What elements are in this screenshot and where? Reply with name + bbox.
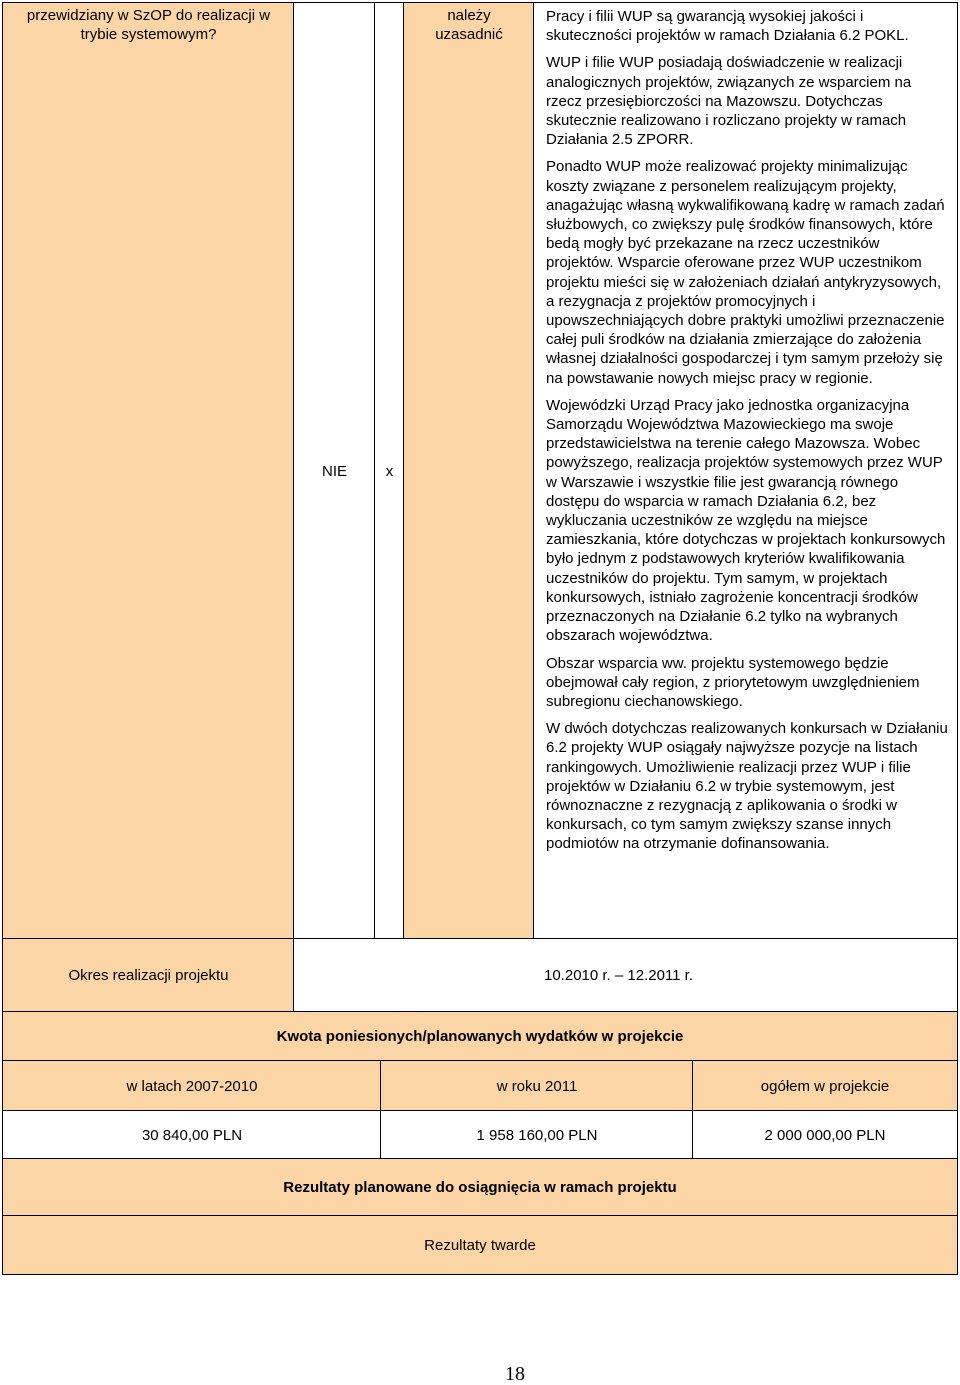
justification-paragraph-4: Wojewódzki Urząd Pracy jako jednostka organizacyjna Samorządu Województwa Mazowieckiego ma swoje przedstawicielstwa na terenie całego Mazowsza. Wobec powyższego, realizacja projektów systemowych przez WUP w Warszawie i wszystkie filie jest gwarancją równego dostępu do wsparcia w ramach Działania 6.2, bez wykluczania uczestników ze względu na miejsce zamieszkania, które dotychczas w projektach konkursowych było jednym z podstawowych kryteriów kwalifikowania uczestników do projektu. Tym samym, w projektach konkursowych, istniało zagrożenie koncentracji środków przeznaczonych na Działanie 6.2 tylko na wybranych obszarach województwa. [546,396,946,645]
expenses-value-2007-2010 [2,1110,382,1160]
justify-label-cell [403,2,535,940]
justify-label: należy uzasadnić [435,7,503,43]
justification-paragraph-1: Pracy i filii WUP są gwarancją wysokiej jakości i skuteczności projektów w ramach Działania 6.2 POKL. [546,8,909,45]
expenses-col-total [692,1060,958,1112]
expenses-value-total [692,1110,958,1160]
nie-cell [293,2,376,940]
question-cell [2,2,295,940]
x-cell [374,2,405,940]
justification-paragraph-2: WUP i filie WUP posiadają doświadczenie w realizacji analogicznych projektów, związanych ze wsparciem na rzecz przesiębiorczości na Mazowszu. Dotychczas skutecznie realizowano i rozliczano projekty w ramach Działania 2.5 ZPORR. [546,54,912,149]
page-number: 18 [505,1363,525,1385]
justification-cell [533,2,958,940]
results-heading-cell [2,1158,958,1217]
period-label: Okres realizacji projektu [68,967,229,984]
expenses-value-2011-text: 1 958 160,00 PLN [476,1126,598,1144]
justification-paragraph-6: W dwóch dotychczas realizowanych konkursach w Działaniu 6.2 projekty WUP osiągały najwyższe pozycje na listach rankingowych. Umożliwienie realizacji przez WUP i filie projektów w Działaniu 6.2 w trybie systemowym, jest równoznaczne z rezygnacją z aplikowania o środki w konkursach, co tym samym zwiększy szanse innych podmiotów na otrzymanie dofinansowania. [546,720,948,853]
period-value-cell [293,938,958,1013]
x-mark: x [385,462,394,480]
period-label-cell [2,938,295,1013]
justification-paragraph-5: Obszar wsparcia ww. projektu systemowego będzie obejmował cały region, z priorytetowym uwzględnieniem subregionu ciechanowskiego. [546,654,920,710]
expenses-heading-cell [2,1011,958,1062]
justification-paragraph-3: Ponadto WUP może realizować projekty minimalizując koszty związane z personelem realizującym projekty, anagażując własną wykwalifikowaną kadrę w ramach zadań służbowych, co zwiększy pulę środków finansowych, które bedą mogły być przekazane na rzecz uczestników projektów. Wsparcie oferowane przez WUP uczestnikom projektu mieści się w założeniach działań antykryzysowych, a rezygnacja z projektów promocyjnych i upowszechniających dobre praktyki umożliwi przeznaczenie całej puli środków na działania zmierzające do założenia własnej działalności gospodarczej i tym samym przełoży się na powstawanie nowych miejsc pracy w regionie. [546,158,945,387]
expenses-col-2007-2010-label: w latach 2007-2010 [126,1077,258,1095]
expenses-col-2007-2010 [2,1060,382,1112]
expenses-value-2007-2010-text: 30 840,00 PLN [141,1126,243,1144]
results-hard-cell [2,1215,958,1275]
expenses-value-2011 [380,1110,694,1160]
results-heading: Rezultaty planowane do osiągnięcia w ramach projektu [283,1179,677,1196]
question-text: przewidziany w SzOP do realizacji w trybie systemowym? [26,7,271,43]
nie-label: NIE [321,462,347,480]
expenses-col-total-label: ogółem w projekcie [760,1077,890,1095]
results-hard-label: Rezultaty twarde [424,1236,536,1254]
expenses-value-total-text: 2 000 000,00 PLN [764,1126,886,1144]
expenses-heading: Kwota poniesionych/planowanych wydatków w projekcie [276,1028,684,1045]
period-value: 10.2010 r. – 12.2011 r. [544,967,694,984]
expenses-col-2011 [380,1060,694,1112]
expenses-col-2011-label: w roku 2011 [496,1077,578,1095]
